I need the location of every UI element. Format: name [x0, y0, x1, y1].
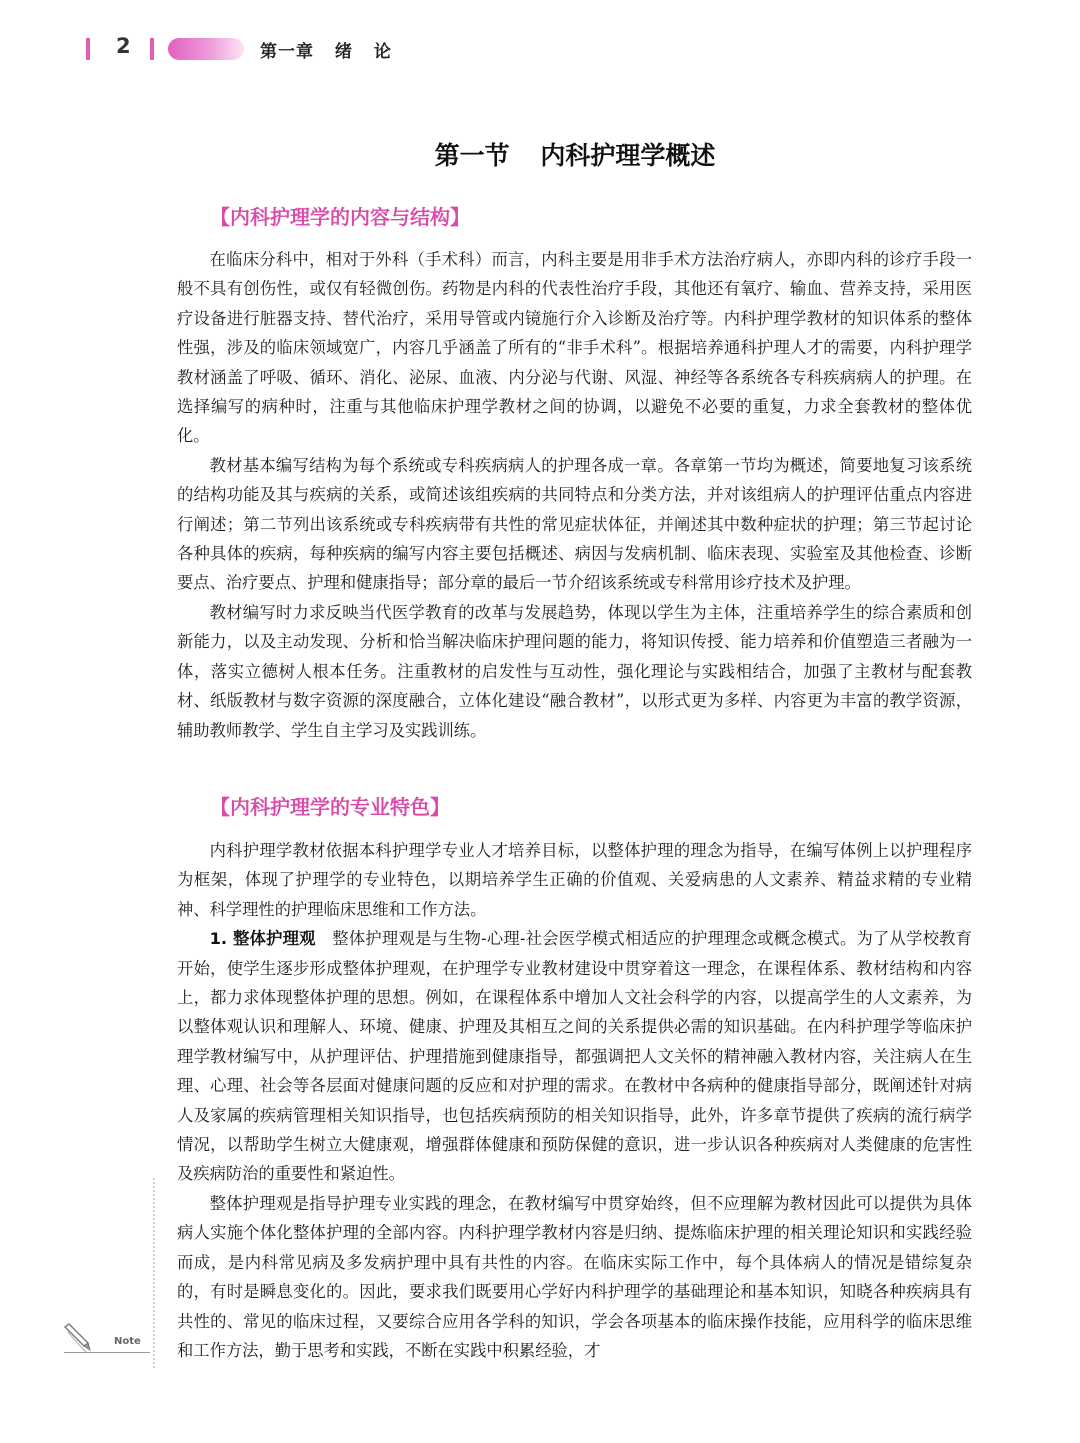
- paragraph: 内科护理学教材依据本科护理学专业人才培养目标，以整体护理的理念为指导，在编写体例上以护理程序为框架，体现了护理学的专业特色，以期培养学生正确的价值观、关爱病患的人文素养、精益求精的专业精神、科学理性的护理临床思维和工作方法。: [177, 841, 972, 919]
- paragraph-text: 整体护理观是与生物-心理-社会医学模式相适应的护理理念或概念模式。为了从学校教育开始，使学生逐步形成整体护理观，在护理学专业教材建设中贯穿着这一理念，在课程体系、教材结构和内容上，都力求体现整体护理的思想。例如，在课程体系中增加人文社会科学的内容，以提高学生的人文素养，为以整体观认识和理解人、环境、健康、护理及其相互之间的关系提供必需的知识基础。在内科护理学等临床护理学教材编写中，从护理评估、护理措施到健康指导，都强调把人文关怀的精神融入教材内容，关注病人在生理、心理、社会等各层面对健康问题的反应和对护理的需求。在教材中各病种的健康指导部分，既阐述针对病人及家属的疾病管理相关知识指导，也包括疾病预防的相关知识指导，此外，许多章节提供了疾病的流行病学情况，以帮助学生树立大健康观，增强群体健康和预防保健的意识，进一步认识各种疾病对人类健康的危害性及疾病防治的重要性和紧迫性。: [177, 929, 972, 1184]
- body-block-2: [177, 836, 972, 1365]
- note-underline: [64, 1352, 150, 1353]
- body-block-1: [177, 245, 972, 745]
- subheading-professional-features: 【内科护理学的专业特色】: [210, 795, 450, 819]
- page-number: 2: [116, 34, 131, 58]
- paragraph: 教材编写时力求反映当代医学教育的改革与发展趋势，体现以学生为主体，注重培养学生的综合素质和创新能力，以及主动发现、分析和恰当解决临床护理问题的能力，将知识传授、能力培养和价值塑造三者融为一体，落实立德树人根本任务。注重教材的启发性与互动性，强化理论与实践相结合，加强了主教材与配套教材、纸版教材与数字资源的深度融合，立体化建设“融合教材”，以形式更为多样、内容更为丰富的教学资源，辅助教师教学、学生自主学习及实践训练。: [177, 602, 972, 740]
- pen-icon: [62, 1322, 106, 1356]
- subheading-content-structure: 【内科护理学的内容与结构】: [210, 205, 470, 229]
- section-title: 第一节 内科护理学概述: [434, 141, 716, 170]
- page-header: [86, 36, 486, 62]
- paragraph-holistic: [177, 924, 972, 1189]
- paragraph: 教材基本编写结构为每个系统或专科疾病病人的护理各成一章。各章第一节均为概述，简要地复习该系统的结构功能及其与疾病的关系，或简述该组疾病的共同特点和分类方法，并对该组病人的护理评估重点内容进行阐述；第二节列出该系统或专科疾病带有共性的常见症状体征，并阐述其中数种症状的护理；第三节起讨论各种具体的疾病，每种疾病的编写内容主要包括概述、病因与发病机制、临床表现、实验室及其他检查、诊断要点、治疗要点、护理和健康指导；部分章的最后一节介绍该系统或专科常用诊疗技术及护理。: [177, 455, 972, 593]
- lead-in-heading: 1. 整体护理观: [209, 929, 316, 949]
- header-bar-left: [86, 38, 90, 60]
- header-bar-right: [150, 38, 154, 60]
- margin-note-area: [62, 1322, 154, 1362]
- chapter-title: 第一章 绪 论: [260, 42, 392, 62]
- chapter-pill-decoration: [168, 38, 244, 60]
- paragraph: 整体护理观是指导护理专业实践的理念，在教材编写中贯穿始终，但不应理解为教材因此可以提供为具体病人实施个体化整体护理的全部内容。内科护理学教材内容是归纳、提炼临床护理的相关理论知识和实践经验而成，是内科常见病及多发病护理中具有共性的内容。在临床实际工作中，每个具体病人的情况是错综复杂的，有时是瞬息变化的。因此，要求我们既要用心学好内科护理学的基础理论和基本知识，知晓各种疾病具有共性的、常见的临床过程，又要综合应用各学科的知识，学会各项基本的临床操作技能，应用科学的临床思维和工作方法，勤于思考和实践，不断在实践中积累经验，才: [177, 1193, 972, 1360]
- note-label: Note: [114, 1336, 141, 1347]
- paragraph: 在临床分科中，相对于外科（手术科）而言，内科主要是用非手术方法治疗病人，亦即内科的诊疗手段一般不具有创伤性，或仅有轻微创伤。药物是内科的代表性治疗手段，其他还有氧疗、输血、营养支持，采用医疗设备进行脏器支持、替代治疗，采用导管或内镜施行介入诊断及治疗等。内科护理学教材的知识体系的整体性强，涉及的临床领域宽广，内容几乎涵盖了所有的“非手术科”。根据培养通科护理人才的需要，内科护理学教材涵盖了呼吸、循环、消化、泌尿、血液、内分泌与代谢、风湿、神经等各系统各专科疾病病人的护理。在选择编写的病种时，注重与其他临床护理学教材之间的协调，以避免不必要的重复，力求全套教材的整体优化。: [177, 250, 972, 446]
